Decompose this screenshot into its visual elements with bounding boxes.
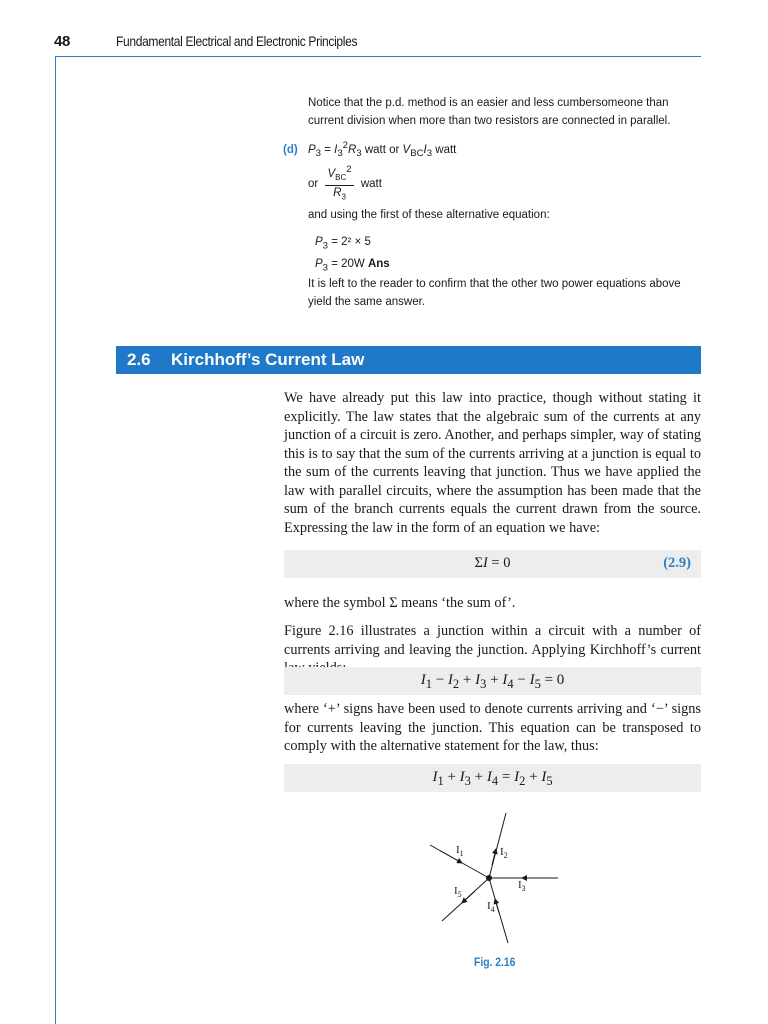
confirm-note: It is left to the reader to confirm that the other two power equations above yield the same answer.: [308, 278, 681, 308]
calc-value: 20W: [341, 258, 365, 271]
using-note: and using the first of these alternative equation:: [308, 209, 550, 221]
junction-node: [486, 875, 492, 881]
figure-reference-paragraph: Figure 2.16 illustrates a junction within a circuit with a number of currents arriving and leaving the junction. Applying Kirchhoff’s current: [284, 623, 701, 658]
equation-number: (2.9): [663, 555, 691, 571]
label-i1: $I_1$: [456, 844, 464, 858]
section-number: 2.6: [127, 350, 151, 369]
equation-box-sum: [284, 550, 701, 578]
watt-unit: watt: [360, 177, 382, 190]
equation-kcl: $I_1 - I_2 + I_3 + I_4 - I_5 = 0$: [420, 672, 565, 691]
power-calculation: [315, 233, 515, 278]
junction-diagram: [420, 805, 570, 950]
watt-unit: watt: [435, 143, 457, 156]
label-i5: $I_5$: [454, 885, 462, 899]
label-i2: $I_2$: [500, 846, 508, 860]
section-heading-bar: [116, 346, 701, 374]
equation-sum: ΣI = 0: [474, 555, 511, 571]
arrow-i4: [495, 899, 499, 913]
frame-left-rule: [55, 56, 56, 1024]
running-head: Fundamental Electrical and Electronic Principles: [116, 33, 358, 49]
pd-method-note: Notice that the p.d. method is an easier and less cumbersomeone than current division when more than two resistors are connected in parallel.: [308, 97, 671, 127]
calc-line-1: $P_3 = 2^2 \times 5$: [315, 236, 371, 252]
equation-transposed: $I_1 + I_3 + I_4 = I_2 + I_5$: [432, 769, 553, 788]
label-i3: $I_3$: [518, 879, 526, 893]
page-header: [0, 0, 768, 60]
page-number: 48: [54, 33, 71, 50]
alt-power-formula: [308, 163, 608, 204]
label-i4: $I_4$: [487, 900, 495, 914]
sigma-explanation: where the symbol Σ means ‘the sum of’.: [284, 595, 516, 611]
sign-convention-paragraph: where ‘+’ signs have been used to denote currents arriving and ‘−’ signs for currents leaving the junction. This equation can be transposed to comply with the alternative statement for the law, thus:: [284, 701, 701, 754]
kcl-intro-paragraph: We have already put this law into practice, though without stating it explicitly. The law states that the algebraic sum of the currents at any junction of a circuit is zero. Another, and perhaps simpler, way of stating this is to say that the sum of the currents arriving at a junction is equal to the sum of the currents leaving that junction. Thus we have applied the law with parallel circuits, where the assumption has been made that the sum of the branch currents equals the current drawn from the source. Expressing the law in the form of an equation we have:: [284, 390, 701, 536]
or-word: or: [308, 177, 319, 190]
watt-unit: watt: [364, 143, 386, 156]
arrow-i5: [462, 891, 475, 903]
frame-top-rule: [55, 56, 701, 57]
equation-box-kcl: [284, 667, 701, 695]
or-word: or: [389, 143, 400, 156]
ans-label: Ans: [367, 258, 390, 271]
calc-line-2: $P_3 = 20W$ Ans: [315, 258, 390, 274]
equation-box-transposed: [284, 764, 701, 792]
part-d-formula: (d) $P_3 = I_3^2R_3$ watt or $V_{BC}I_3$ watt: [283, 140, 457, 160]
section-title: Kirchhoff’s Current Law: [171, 350, 365, 369]
figure-caption: Fig. 2.16: [474, 957, 516, 969]
arrow-i2: [492, 849, 496, 865]
calc-rhs: 2² × 5: [341, 236, 371, 248]
fraction: $\frac{V_{BC}^2}{R_3}$: [327, 164, 352, 202]
part-letter: (d): [283, 143, 298, 156]
junction-figure: [420, 805, 570, 950]
